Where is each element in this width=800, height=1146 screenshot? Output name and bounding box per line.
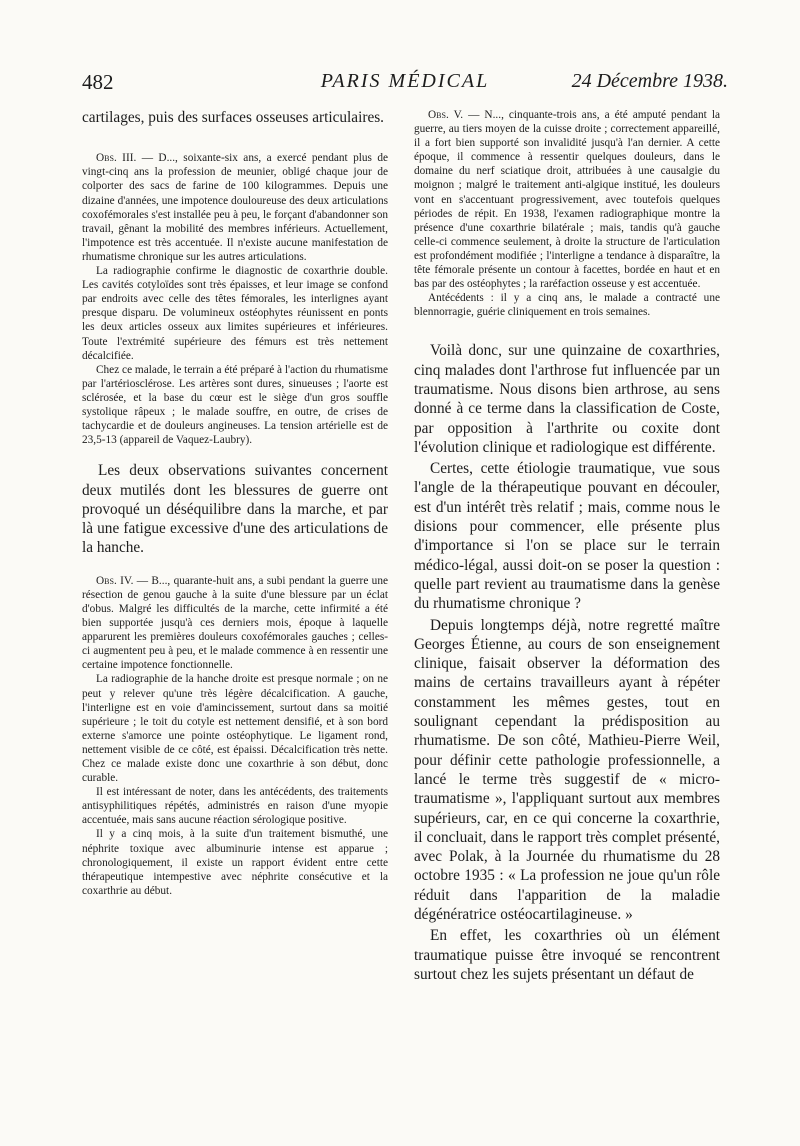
observation-5-text: — N..., cinquante-trois ans, a été amputé pendant la guerre, au tiers moyen de la cuisse droite ; correctement appareillé, il a fort bien supporté son invalidité jusqu'à l'an dernier. A cette époque, il commence à ressentir quelques douleurs, dans le domaine du nerf sciatique droit, attribuées à une causalgie du moignon ; malgré le traitement anti-algique institué, les douleurs vont en s'accentuant progressivement, avec toutefois quelques périodes de répit. En 1938, l'examen radiographique montre la présence d'une coxarthrie bilatérale ; mais, tandis qu'à gauche celle-ci commence seulement, à droite la structure de l'articulation est profondément modifiée ; l'interligne a tendance à disparaître, la tête fémorale présente un contour à facettes, bordée en haut et en bas par des ostéophytes ; la raréfaction osseuse y est accentuée. — [414, 109, 720, 291]
observation-3 — [82, 151, 388, 264]
body-paragraph-4: En effet, les coxarthries où un élément traumatique puisse être invoqué se rencontrent surtout chez les sujets présentant un défaut de — [414, 927, 720, 983]
observation-4 — [82, 574, 388, 673]
continuation-paragraph: cartilages, puis des surfaces osseuses articulaires. — [82, 109, 385, 126]
page-number: 482 — [82, 70, 114, 94]
issue-date: 24 Décembre 1938. — [571, 70, 728, 92]
observation-5-label: Obs. V. — [428, 109, 464, 121]
observation-3-label: Obs. III. — [96, 152, 137, 165]
intro-next-observations: Les deux observations suivantes concernent deux mutilés dont les blessures de guerre ont provoqué un déséquilibre dans la marche, et par là une fatigue excessive d'une des articulations de la hanche. — [82, 462, 388, 557]
observation-4-antecedents: Il est intéressant de noter, dans les antécédents, des traitements antisyphilitiques répétés, administrés en raison d'une myopie accentuée, mais sans aucune réaction sérologique positive. — [82, 786, 388, 827]
left-column — [82, 108, 388, 898]
observation-3-terrain: Chez ce malade, le terrain a été préparé à l'action du rhumatisme par l'artériosclérose. Les artères sont dures, sinueuses ; l'aorte est sclérosée, et la base du cœur est le siège d'un gros souffle systolique râpeux ; le malade souffre, en outre, de crises de tachycardie et de douleurs angineuses. La tension artérielle est de 23,5-13 (appareil de Vaquez-Laubry). — [82, 363, 388, 447]
observation-5 — [414, 108, 720, 291]
journal-title: PARIS MÉDICAL — [320, 70, 490, 92]
body-paragraph-1: Voilà donc, sur une quinzaine de coxarthries, cinq malades dont l'arthrose fut influencée par un traumatisme. Nous disons bien arthrose, au sens donné à ce terme dans la classification de Coste, par opposition à l'arthrite ou coxite dont l'évolution clinique et radiologique est différente. — [414, 342, 720, 456]
right-column — [414, 108, 720, 986]
observation-4-text: — B..., quarante-huit ans, a subi pendant la guerre une résection de genou gauche à la suite d'une blessure par un éclat d'obus. Malgré les difficultés de la marche, cette infirmité a été bien supportée jusqu'à ces derniers mois, époque à laquelle apparurent les premières douleurs coxofémorales gauches ; celles-ci augmentent peu à peu, et le malade commence à en ressentir une certaine impotence fonctionnelle. — [82, 574, 388, 672]
observation-3-radiography: La radiographie confirme le diagnostic de coxarthrie double. Les cavités cotyloïdes sont très épaisses, et leur image se confond par endroits avec celle des têtes fémorales, les interlignes ayant presque disparu. De volumineux ostéophytes réunissent en ponts les deux articles osseux aux limites supérieures et inférieures. Toute l'extrémité supérieure des fémurs est très nettement décalcifiée. — [82, 265, 388, 362]
observation-4-radiography: La radiographie de la hanche droite est presque normale ; on ne peut y relever qu'une très légère décalcification. A gauche, l'interligne est en voie d'amincissement, surtout dans sa moitié supérieure ; le toit du cotyle est nettement densifié, et à son bord externe s'amorce une pointe ostéophytique. Le ligament rond, nettement visible de ce côté, est épaissi. Décalcification très nette. Chez ce malade existe donc une coxarthrie à son début, donc curable. — [82, 673, 388, 785]
observation-3-text: — D..., soixante-six ans, a exercé pendant plus de vingt-cinq ans la profession de meunier, obligé chaque jour de colporter des sacs de farine de 100 kilogrammes. Depuis une dizaine d'années, une impotence douloureuse des deux articulations coxofémorales s'est installée peu à peu, le forçant d'abandonner son travail, gênant la mobilité des membres inférieurs. Actuellement, l'impotence est très accentuée. Il n'existe aucune manifestation de rhumatisme chronique sur les autres articulations. — [82, 152, 388, 263]
body-paragraph-3: Depuis longtemps déjà, notre regretté maître Georges Étienne, au cours de son enseignement clinique, faisait observer la déformation des mains de certains travailleurs ayant à répéter constamment les mêmes gestes, tout en soulignant cependant la prédisposition au rhumatisme. De son côté, Mathieu-Pierre Weil, pour définir cette pathologie professionnelle, a lancé le terme très suggestif de « micro-traumatisme », l'appliquant surtout aux membres supérieurs, car, en ce qui concerne la coxarthrie, il concluait, dans le rapport très complet présenté, avec Polak, à la Journée du rhumatisme du 28 octobre 1935 : « La profession ne joue qu'un rôle réduit dans l'apparition de la maladie dégénératrice ostéocartilagineuse. » — [414, 616, 720, 924]
observation-4-nephritis: Il y a cinq mois, à la suite d'un traitement bismuthé, une néphrite toxique avec albuminurie intense est apparue ; chronologiquement, il existe un rapport évident entre cette thérapeutique intempestive avec néphrite consécutive et la coxarthrie au début. — [82, 828, 388, 897]
page-header — [82, 70, 728, 104]
observation-5-antecedents: Antécédents : il y a cinq ans, le malade a contracté une blennorragie, guérie cliniquement en trois semaines. — [414, 292, 720, 319]
body-paragraph-2: Certes, cette étiologie traumatique, vue sous l'angle de la thérapeutique pouvant en découler, est d'un intérêt très relatif ; mais, comme nous le disions pour commencer, elle présente plus d'importance si l'on se place sur le terrain médico-légal, aussi doit-on se poser la question : quelle part revient au traumatisme dans la genèse du rhumatisme chronique ? — [414, 460, 720, 613]
observation-4-label: Obs. IV. — [96, 574, 134, 587]
